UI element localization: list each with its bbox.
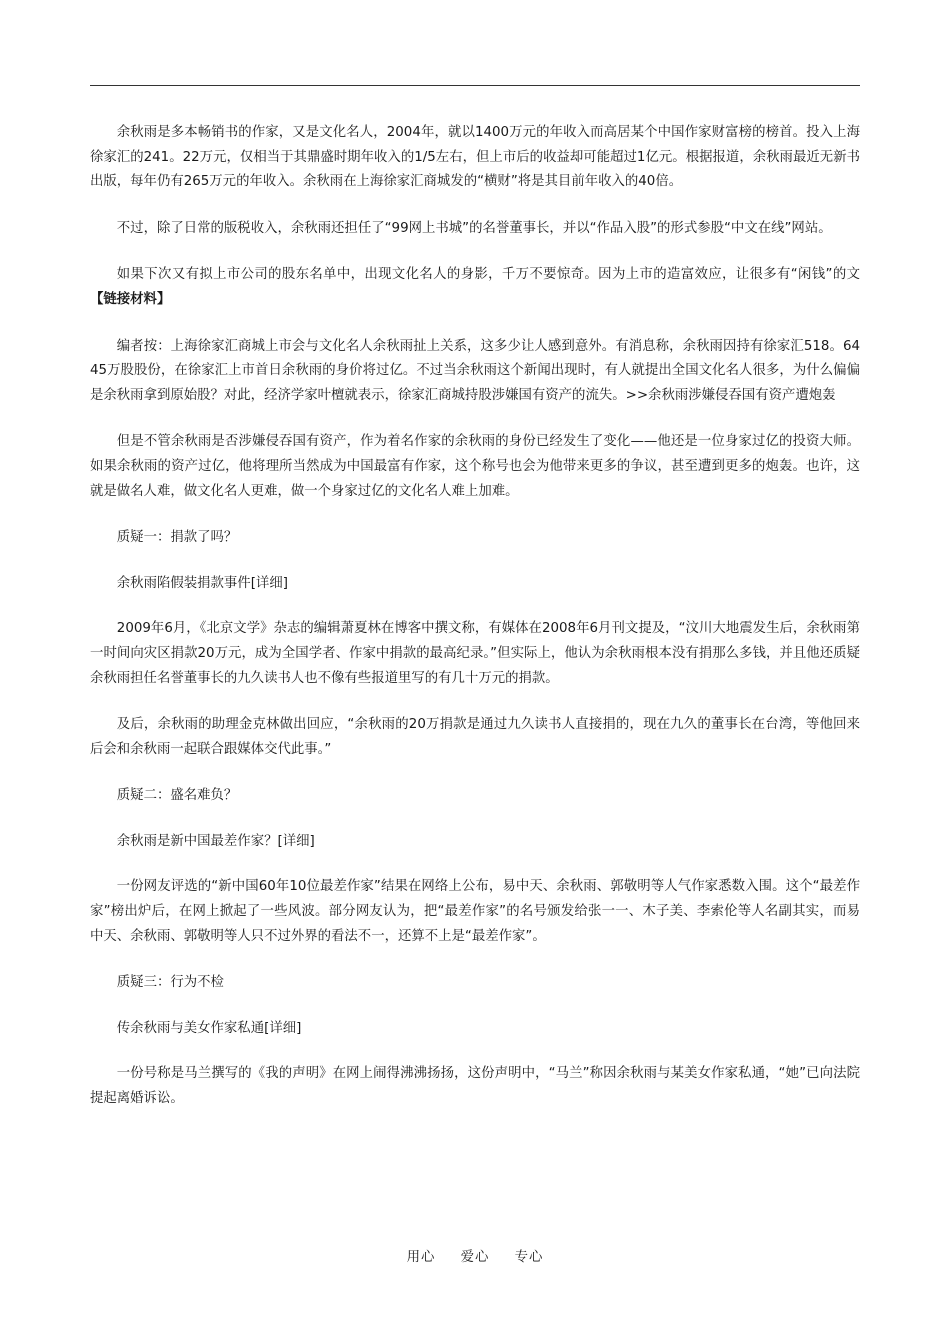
link-material-label: 【链接材料】 — [90, 291, 171, 307]
paragraph-5: 但是不管余秋雨是否涉嫌侵吞国有资产，作为着名作家的余秋雨的身份已经发生了变化——他还是一位身家过亿的投资大师。如果余秋雨的资产过亿，他将理所当然成为中国最富有作家，这个称号也会为他带来更多的争议，甚至遭到更多的炮轰。也许，这就是做名人难，做文化名人更难，做一个身家过亿的文化名人难上加难。 — [90, 434, 860, 499]
question-3-heading: 质疑三：行为不检 — [116, 975, 224, 991]
footer-item-2: 爱心 — [460, 1250, 490, 1265]
article-body — [90, 121, 860, 1134]
paragraph-1: 余秋雨是多本畅销书的作家，又是文化名人，2004年，就以1400万元的年收入而高居某个中国作家财富榜的榜首。投入上海徐家汇的241。22万元，仅相当于其鼎盛时期年收入的1/5左右，但上市后的收益却可能超过1亿元。根据报道，余秋雨最近无新书出版，每年仍有265万元的年收入。余秋雨在上海徐家汇商城发的“横财”将是其目前年收入的40倍。 — [90, 125, 860, 190]
footer-item-1: 用心 — [406, 1250, 436, 1265]
paragraph-15: 一份号称是马兰撰写的《我的声明》在网上闹得沸沸扬扬，这份声明中，“马兰”称因余秋雨与某美女作家私通，“她”已向法院提起离婚诉讼。 — [90, 1066, 860, 1107]
question-3-link[interactable]: 传余秋雨与美女作家私通[详细] — [116, 1020, 302, 1036]
editor-note: 编者按：上海徐家汇商城上市会与文化名人余秋雨扯上关系，这多少让人感到意外。有消息称，余秋雨因持有徐家汇518。6445万股股份，在徐家汇上市首日余秋雨的身价将过亿。不过当余秋雨这个新闻出现时，有人就提出全国文化名人很多，为什么偏偏是余秋雨拿到原始股？对此，经济学家叶檀就表示，徐家汇商城持股涉嫌国有资产的流失。>>余秋雨涉嫌侵吞国有资产遭炮轰 — [90, 338, 860, 403]
footer-item-3: 专心 — [514, 1250, 544, 1265]
question-1-link[interactable]: 余秋雨陷假装捐款事件[详细] — [116, 575, 288, 591]
question-2-heading: 质疑二：盛名难负？ — [116, 788, 238, 804]
paragraph-2: 不过，除了日常的版税收入，余秋雨还担任了“99网上书城”的名誉董事长，并以“作品入股”的形式参股“中文在线”网站。 — [116, 220, 832, 236]
page-footer — [0, 1246, 950, 1265]
paragraph-8: 2009年6月，《北京文学》杂志的编辑萧夏林在博客中撰文称，有媒体在2008年6月刊文提及，“汶川大地震发生后，余秋雨第一时间向灾区捐款20万元，成为全国学者、作家中捐款的最高纪录。”但实际上，他认为余秋雨根本没有捐那么多钱，并且他还质疑余秋雨担任名誉董事长的九久读书人也不像有些报道里写的有几十万元的捐款。 — [90, 621, 860, 686]
paragraph-3-text: 如果下次又有拟上市公司的股东名单中，出现文化名人的身影，千万不要惊奇。因为上市的造富效应，让很多有“闲钱”的文 — [116, 267, 860, 283]
paragraph-3 — [90, 263, 860, 312]
question-2-link[interactable]: 余秋雨是新中国最差作家？[详细] — [116, 833, 315, 849]
paragraph-9: 及后，余秋雨的助理金克林做出回应，“余秋雨的20万捐款是通过九久读书人直接捐的，现在九久的董事长在台湾，等他回来后会和余秋雨一起联合跟媒体交代此事。” — [90, 717, 860, 757]
header-rule — [90, 85, 860, 86]
question-1-heading: 质疑一：捐款了吗？ — [116, 530, 238, 546]
paragraph-12: 一份网友评选的“新中国60年10位最差作家”结果在网络上公布，易中天、余秋雨、郭敬明等人气作家悉数入围。这个“最差作家”榜出炉后，在网上掀起了一些风波。部分网友认为，把“最差作家”的名号颁发给张一一、木子美、李索伦等人名副其实，而易中天、余秋雨、郭敬明等人只不过外界的看法不一，还算不上是“最差作家”。 — [90, 879, 860, 944]
